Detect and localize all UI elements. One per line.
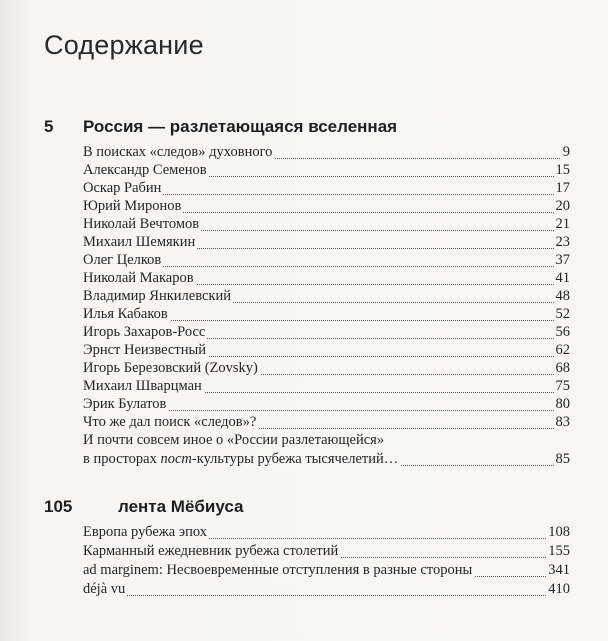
toc-entry[interactable] xyxy=(83,144,570,162)
entry-title: Владимир Янкилевский xyxy=(83,288,231,304)
toc-entry[interactable] xyxy=(83,342,570,360)
toc-entry[interactable] xyxy=(83,451,570,469)
entry-page: 56 xyxy=(555,324,570,340)
toc-entry[interactable] xyxy=(83,396,570,414)
entry-title: Оскар Рабин xyxy=(83,180,162,196)
entry-page: 15 xyxy=(555,162,570,178)
entry-title: Эрнст Неизвестный xyxy=(83,342,206,358)
toc-entry[interactable] xyxy=(83,180,570,198)
entry-page: 341 xyxy=(548,562,570,578)
toc-entry[interactable] xyxy=(83,198,570,216)
section-title: Россия — разлетающаяся вселенная xyxy=(83,117,398,136)
entry-title: déjà vu xyxy=(83,581,126,597)
entry-title: В поисках «следов» духовного xyxy=(83,144,273,160)
entry-title: Николай Макаров xyxy=(83,270,194,286)
entry-title: Николай Вечтомов xyxy=(83,216,200,232)
toc-entry[interactable] xyxy=(83,562,570,580)
entry-page: 9 xyxy=(562,144,570,160)
entry-page: 85 xyxy=(555,451,570,467)
section-number: 105 xyxy=(44,497,73,516)
toc-entry[interactable] xyxy=(83,162,570,180)
entry-title: ad marginem: Несвоевременные отступления в разные стороны xyxy=(83,562,473,578)
entry-page: 108 xyxy=(548,524,570,540)
entry-title: Игорь Березовский (Zovsky) xyxy=(83,360,258,376)
toc-entry-first-line[interactable]: И почти совсем иное о «России разлетающейся» xyxy=(83,432,385,448)
entry-page: 52 xyxy=(555,306,570,322)
entry-title: Европа рубежа эпох xyxy=(83,524,207,540)
entry-title: Эрик Булатов xyxy=(83,396,167,412)
toc-entry[interactable] xyxy=(83,216,570,234)
toc-entry[interactable] xyxy=(83,543,570,561)
section-number: 5 xyxy=(44,117,54,136)
toc-entry[interactable] xyxy=(83,581,570,599)
toc-entry[interactable] xyxy=(83,270,570,288)
entry-page: 21 xyxy=(555,216,570,232)
entry-page: 410 xyxy=(548,581,570,597)
toc-entry[interactable] xyxy=(83,324,570,342)
entry-title: Михаил Шварцман xyxy=(83,378,202,394)
entry-title: Олег Целков xyxy=(83,252,162,268)
toc-entry[interactable] xyxy=(83,306,570,324)
page-title: Содержание xyxy=(44,30,204,60)
toc-entry[interactable] xyxy=(83,378,570,396)
entry-title: Юрий Миронов xyxy=(83,198,182,214)
entry-title: Александр Семенов xyxy=(83,162,207,178)
entry-page: 23 xyxy=(555,234,570,250)
entry-page: 20 xyxy=(555,198,570,214)
entry-page: 155 xyxy=(548,543,570,559)
entry-page: 80 xyxy=(555,396,570,412)
entry-title: Илья Кабаков xyxy=(83,306,168,322)
entry-page: 48 xyxy=(555,288,570,304)
toc-entry[interactable] xyxy=(83,360,570,378)
entry-page: 75 xyxy=(555,378,570,394)
entry-title: Что же дал поиск «следов»? xyxy=(83,414,257,430)
entry-title: в просторах пост-культуры рубежа тысячелетий… xyxy=(83,451,399,467)
entry-page: 41 xyxy=(555,270,570,286)
entry-page: 83 xyxy=(555,414,570,430)
entry-page: 17 xyxy=(555,180,570,196)
entry-page: 62 xyxy=(555,342,570,358)
entry-title: Михаил Шемякин xyxy=(83,234,196,250)
entry-title: Карманный ежедневник рубежа столетий xyxy=(83,543,339,559)
entry-page: 68 xyxy=(555,360,570,376)
toc-entry[interactable] xyxy=(83,414,570,432)
entry-title: Игорь Захаров-Росс xyxy=(83,324,206,340)
toc-entry[interactable] xyxy=(83,252,570,270)
toc-entry[interactable] xyxy=(83,524,570,542)
toc-entry[interactable] xyxy=(83,234,570,252)
entry-page: 37 xyxy=(555,252,570,268)
section-title: лента Мёбиуса xyxy=(118,497,244,516)
toc-entry[interactable] xyxy=(83,288,570,306)
